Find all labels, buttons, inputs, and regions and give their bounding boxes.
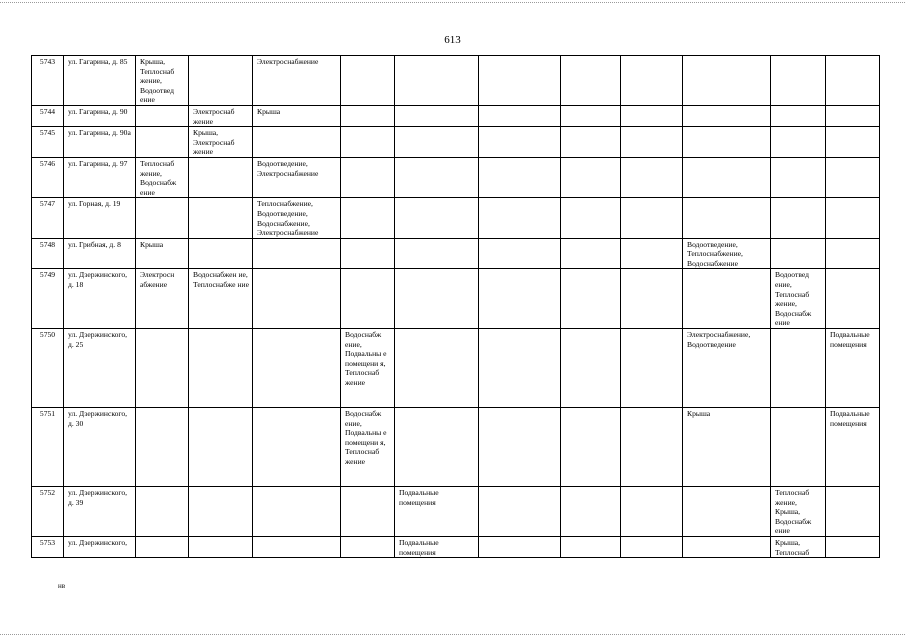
address-cell: ул. Гагарина, д. 90а xyxy=(64,127,136,158)
row-number-cell: 5748 xyxy=(32,238,64,269)
row-number-cell: 5753 xyxy=(32,537,64,558)
table-cell xyxy=(253,537,341,558)
row-number-cell: 5745 xyxy=(32,127,64,158)
table-cell xyxy=(189,157,253,197)
table-cell: Электросн абжение xyxy=(136,269,189,329)
table-cell xyxy=(136,329,189,408)
address-cell: ул. Гагарина, д. 90 xyxy=(64,105,136,126)
table-cell xyxy=(683,127,771,158)
table-cell: Водоснабжен ие, Теплоснабже ние xyxy=(189,269,253,329)
table-row xyxy=(32,329,880,408)
table-cell xyxy=(341,105,395,126)
address-cell: ул. Дзержинского, д. 18 xyxy=(64,269,136,329)
table-cell: Водоснабж ение, Подвальны е помещени я, Теплоснаб жение xyxy=(341,408,395,487)
table-cell: Подвальные помещения xyxy=(395,537,479,558)
table-cell xyxy=(561,127,621,158)
address-cell: ул. Гагарина, д. 97 xyxy=(64,157,136,197)
table-cell xyxy=(561,56,621,106)
table-cell xyxy=(341,157,395,197)
table-cell xyxy=(621,198,683,238)
table-cell xyxy=(395,157,479,197)
table-cell xyxy=(341,127,395,158)
table-cell xyxy=(621,127,683,158)
table-cell xyxy=(621,157,683,197)
table-cell xyxy=(826,56,880,106)
table-cell xyxy=(826,105,880,126)
table-cell xyxy=(395,329,479,408)
table-cell xyxy=(479,537,561,558)
table-cell xyxy=(136,537,189,558)
row-number-cell: 5749 xyxy=(32,269,64,329)
row-number-cell: 5747 xyxy=(32,198,64,238)
table-cell xyxy=(479,238,561,269)
table-cell xyxy=(771,238,826,269)
table-row xyxy=(32,198,880,238)
table-cell xyxy=(771,56,826,106)
table-cell xyxy=(395,105,479,126)
table-cell xyxy=(561,269,621,329)
address-cell: ул. Дзержинского, д. 25 xyxy=(64,329,136,408)
table-cell xyxy=(826,269,880,329)
table-cell xyxy=(189,537,253,558)
table-cell xyxy=(683,157,771,197)
address-cell: ул. Дзержинского, д. 39 xyxy=(64,487,136,537)
table-cell xyxy=(621,408,683,487)
table-cell xyxy=(621,238,683,269)
table-row xyxy=(32,56,880,106)
row-number-cell: 5744 xyxy=(32,105,64,126)
table-cell xyxy=(621,56,683,106)
table-cell xyxy=(621,269,683,329)
table-cell xyxy=(395,127,479,158)
table-cell xyxy=(561,198,621,238)
table-cell: Теплоснаб жение, Водоснабж ение xyxy=(136,157,189,197)
table-cell xyxy=(136,198,189,238)
table-cell xyxy=(479,105,561,126)
table-cell xyxy=(621,487,683,537)
table-cell xyxy=(341,269,395,329)
table-cell xyxy=(136,487,189,537)
table-row xyxy=(32,487,880,537)
table-cell xyxy=(479,329,561,408)
table-cell xyxy=(561,537,621,558)
table-cell xyxy=(253,238,341,269)
table-cell xyxy=(771,408,826,487)
scan-edge-top xyxy=(0,2,905,4)
table-cell xyxy=(253,329,341,408)
table-cell xyxy=(561,157,621,197)
table-cell xyxy=(479,408,561,487)
table-cell xyxy=(771,105,826,126)
table-cell xyxy=(395,238,479,269)
table-cell xyxy=(341,487,395,537)
table-cell xyxy=(621,105,683,126)
table-cell xyxy=(136,127,189,158)
table-cell xyxy=(561,408,621,487)
table-cell xyxy=(479,198,561,238)
table-cell xyxy=(771,157,826,197)
address-cell: ул. Дзержинского, д. 30 xyxy=(64,408,136,487)
table-cell xyxy=(189,56,253,106)
table-cell xyxy=(395,269,479,329)
table-cell: Крыша, Электроснаб жение xyxy=(189,127,253,158)
table-cell: Подвальные помещения xyxy=(826,329,880,408)
table-cell xyxy=(771,329,826,408)
page-number: 613 xyxy=(444,34,461,46)
row-number-cell: 5752 xyxy=(32,487,64,537)
footer-mark: нв xyxy=(58,582,66,590)
table-cell: Крыша, Теплоснаб xyxy=(771,537,826,558)
table-cell xyxy=(189,408,253,487)
table-cell: Водоотведение, Теплоснабжение, Водоснабжение xyxy=(683,238,771,269)
table-cell xyxy=(479,487,561,537)
table-cell xyxy=(771,198,826,238)
address-cell: ул. Гагарина, д. 85 xyxy=(64,56,136,106)
scan-edge-bottom xyxy=(0,634,905,636)
table-cell xyxy=(683,269,771,329)
table-cell: Крыша xyxy=(683,408,771,487)
table-cell: Теплоснабжение, Водоотведение, Водоснабжение, Электроснабжение xyxy=(253,198,341,238)
table-cell: Водоснабж ение, Подвальны е помещени я, Теплоснаб жение xyxy=(341,329,395,408)
table-cell xyxy=(826,238,880,269)
table-cell xyxy=(479,56,561,106)
row-number-cell: 5751 xyxy=(32,408,64,487)
table-row xyxy=(32,269,880,329)
table-cell xyxy=(341,198,395,238)
table-row xyxy=(32,537,880,558)
table-cell xyxy=(621,537,683,558)
table-cell xyxy=(683,487,771,537)
table-cell xyxy=(621,329,683,408)
table-cell xyxy=(136,105,189,126)
table-cell: Электроснабжение, Водоотведение xyxy=(683,329,771,408)
table-cell xyxy=(826,127,880,158)
table-cell xyxy=(189,329,253,408)
table-cell xyxy=(561,238,621,269)
table-cell: Крыша, Теплоснаб жение, Водоотвед ение xyxy=(136,56,189,106)
table-row xyxy=(32,238,880,269)
table-cell: Крыша xyxy=(253,105,341,126)
table-row xyxy=(32,127,880,158)
table-cell: Крыша xyxy=(136,238,189,269)
table-cell xyxy=(395,198,479,238)
table-row xyxy=(32,157,880,197)
table-cell xyxy=(189,198,253,238)
table-cell xyxy=(189,238,253,269)
table-cell xyxy=(253,269,341,329)
table-row xyxy=(32,105,880,126)
table-cell: Водоотведение, Электроснабжение xyxy=(253,157,341,197)
address-cell: ул. Дзержинского, xyxy=(64,537,136,558)
table-cell xyxy=(395,56,479,106)
table-cell: Подвальные помещения xyxy=(826,408,880,487)
table-cell xyxy=(395,408,479,487)
row-number-cell: 5743 xyxy=(32,56,64,106)
table-cell xyxy=(826,157,880,197)
table-cell: Водоотвед ение, Теплоснаб жение, Водоснабж ение xyxy=(771,269,826,329)
table-cell xyxy=(341,56,395,106)
table-cell xyxy=(561,329,621,408)
table-cell xyxy=(341,537,395,558)
table-cell xyxy=(826,198,880,238)
table-cell xyxy=(479,269,561,329)
table-cell: Электроснабжение xyxy=(253,56,341,106)
table-cell xyxy=(253,127,341,158)
row-number-cell: 5746 xyxy=(32,157,64,197)
repair-schedule-table xyxy=(31,55,880,558)
table-cell xyxy=(683,56,771,106)
table-cell xyxy=(561,105,621,126)
table-cell xyxy=(826,537,880,558)
table-cell: Подвальные помещения xyxy=(395,487,479,537)
table-cell xyxy=(683,537,771,558)
table-cell xyxy=(341,238,395,269)
table-cell xyxy=(253,408,341,487)
table-cell: Электроснаб жение xyxy=(189,105,253,126)
table-cell xyxy=(683,198,771,238)
row-number-cell: 5750 xyxy=(32,329,64,408)
table-cell xyxy=(253,487,341,537)
table-cell xyxy=(479,157,561,197)
table-cell: Теплоснаб жение, Крыша, Водоснабж ение xyxy=(771,487,826,537)
table-cell xyxy=(826,487,880,537)
table-cell xyxy=(771,127,826,158)
table-row xyxy=(32,408,880,487)
table-cell xyxy=(561,487,621,537)
address-cell: ул. Грибная, д. 8 xyxy=(64,238,136,269)
address-cell: ул. Горная, д. 19 xyxy=(64,198,136,238)
table-cell xyxy=(136,408,189,487)
table-cell xyxy=(683,105,771,126)
table-cell xyxy=(189,487,253,537)
table-cell xyxy=(479,127,561,158)
